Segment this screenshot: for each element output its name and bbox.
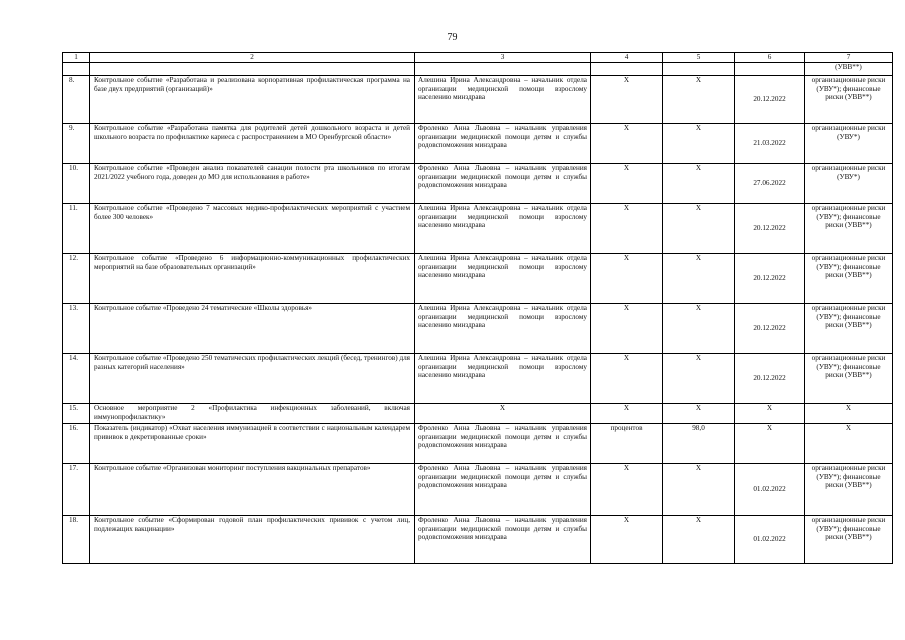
header-cell: 1 [63,53,90,63]
date-cell: 20.12.2022 [735,304,805,354]
row-number: 9. [63,124,90,164]
table-row [63,124,893,164]
table-row [63,516,893,564]
cell-empty [63,63,90,76]
date-cell: 01.02.2022 [735,516,805,564]
value-cell: X [663,354,735,404]
risk-cell: организационные риски (УВУ*); финансовые риски (УВВ**) [805,76,893,124]
table-row [63,404,893,424]
unit-cell: X [591,354,663,404]
value-cell: X [663,124,735,164]
table-row [63,204,893,254]
row-number: 12. [63,254,90,304]
table-row [63,354,893,404]
event-name: Контрольное событие «Проведено 250 тематических профилактических лекций (бесед, тренингов) для разных категорий населения» [90,354,415,404]
risk-cell: организационные риски (УВУ*); финансовые риски (УВВ**) [805,354,893,404]
row-number: 15. [63,404,90,424]
event-name: Контрольное событие «Проведено 7 массовых медико-профилактических мероприятий с участием более 300 человек» [90,204,415,254]
cell-empty [591,63,663,76]
event-name: Контрольное событие «Проведен анализ показателей санации полости рта школьников по итогам 2021/2022 учебного года, доведен до МО для использования в работе» [90,164,415,204]
responsible-person: X [415,404,591,424]
risk-cell: X [805,424,893,464]
event-name: Контрольное событие «Сформирован годовой план профилактических прививок с учетом лиц, подлежащих вакцинации» [90,516,415,564]
table-row [63,76,893,124]
unit-cell: X [591,404,663,424]
date-cell: 27.06.2022 [735,164,805,204]
row-number: 14. [63,354,90,404]
value-cell: X [663,464,735,516]
event-name: Контрольное событие «Разработана памятка для родителей детей дошкольного возраста и детей школьного возраста по профилактике кариеса с распространением в МО Оренбургской области» [90,124,415,164]
responsible-person: Фроленко Анна Львовна – начальник управления организации медицинской помощи детям и службы родовспоможения минздрава [415,164,591,204]
cell-empty [663,63,735,76]
header-cell: 2 [90,53,415,63]
risk-cell: организационные риски (УВУ*); финансовые риски (УВВ**) [805,464,893,516]
page-number: 79 [447,32,458,43]
row-number: 8. [63,76,90,124]
date-cell: 20.12.2022 [735,76,805,124]
value-cell: X [663,204,735,254]
date-cell: X [735,424,805,464]
value-cell: 98,0 [663,424,735,464]
risk-cell: организационные риски (УВУ*); финансовые риски (УВВ**) [805,304,893,354]
unit-cell: X [591,204,663,254]
table-row [63,424,893,464]
responsible-person: Алешина Ирина Александровна – начальник отдела организации медицинской помощи взрослому населению минздрава [415,254,591,304]
responsible-person: Алешина Ирина Александровна – начальник отдела организации медицинской помощи взрослому населению минздрава [415,304,591,354]
table-row [63,164,893,204]
event-name: Контрольное событие «Проведено 6 информационно-коммуникационных профилактических мероприятий на базе образовательных организаций» [90,254,415,304]
responsible-person: Фроленко Анна Львовна – начальник управления организации медицинской помощи детям и службы родовспоможения минздрава [415,464,591,516]
risk-cell: X [805,404,893,424]
responsible-person: Алешина Ирина Александровна – начальник отдела организации медицинской помощи взрослому населению минздрава [415,354,591,404]
value-cell: X [663,254,735,304]
value-cell: X [663,404,735,424]
responsible-person: Алешина Ирина Александровна – начальник отдела организации медицинской помощи взрослому населению минздрава [415,76,591,124]
event-name: Основное мероприятие 2 «Профилактика инфекционных заболеваний, включая иммунопрофилактику» [90,404,415,424]
event-name: Показатель (индикатор) «Охват населения иммунизацией в соответствии с национальным календарем прививок в декретированные сроки» [90,424,415,464]
unit-cell: процентов [591,424,663,464]
value-cell: X [663,516,735,564]
unit-cell: X [591,304,663,354]
table-row [63,464,893,516]
header-cell: 6 [735,53,805,63]
risk-cell: организационные риски (УВУ*); финансовые риски (УВВ**) [805,254,893,304]
unit-cell: X [591,124,663,164]
date-cell: 20.12.2022 [735,354,805,404]
date-cell: 01.02.2022 [735,464,805,516]
header-cell: 5 [663,53,735,63]
date-cell: X [735,404,805,424]
header-row [63,53,893,63]
table-row [63,254,893,304]
unit-cell: X [591,164,663,204]
cell-empty [415,63,591,76]
row-number: 18. [63,516,90,564]
risk-cell: организационные риски (УВУ*) [805,124,893,164]
date-cell: 20.12.2022 [735,254,805,304]
header-cell: 4 [591,53,663,63]
date-cell: 20.12.2022 [735,204,805,254]
unit-cell: X [591,516,663,564]
row-number: 10. [63,164,90,204]
event-name: Контрольное событие «Проведено 24 тематические «Школы здоровья» [90,304,415,354]
row-number: 11. [63,204,90,254]
row-number: 16. [63,424,90,464]
row-number: 17. [63,464,90,516]
header-cell: 7 [805,53,893,63]
risk-cell: организационные риски (УВУ*); финансовые риски (УВВ**) [805,204,893,254]
risk-cell: организационные риски (УВУ*) [805,164,893,204]
cell-empty [735,63,805,76]
table-row [63,304,893,354]
unit-cell: X [591,76,663,124]
value-cell: X [663,304,735,354]
unit-cell: X [591,254,663,304]
plan-table [62,52,893,564]
event-name: Контрольное событие «Разработана и реализована корпоративная профилактическая программа на базе двух предприятий (организаций)» [90,76,415,124]
responsible-person: Фроленко Анна Львовна – начальник управления организации медицинской помощи детям и службы родовспоможения минздрава [415,124,591,164]
continuation-row [63,63,893,76]
event-name: Контрольное событие «Организован мониторинг поступления вакцинальных препаратов» [90,464,415,516]
responsible-person: Фроленко Анна Львовна – начальник управления организации медицинской помощи детям и службы родовспоможения минздрава [415,516,591,564]
row-number: 13. [63,304,90,354]
cell-empty [90,63,415,76]
risk-cell: (УВВ**) [805,63,893,76]
responsible-person: Фроленко Анна Львовна – начальник управления организации медицинской помощи детям и службы родовспоможения минздрава [415,424,591,464]
header-cell: 3 [415,53,591,63]
unit-cell: X [591,464,663,516]
date-cell: 21.03.2022 [735,124,805,164]
value-cell: X [663,164,735,204]
value-cell: X [663,76,735,124]
risk-cell: организационные риски (УВУ*); финансовые риски (УВВ**) [805,516,893,564]
responsible-person: Алешина Ирина Александровна – начальник отдела организации медицинской помощи взрослому населению минздрава [415,204,591,254]
